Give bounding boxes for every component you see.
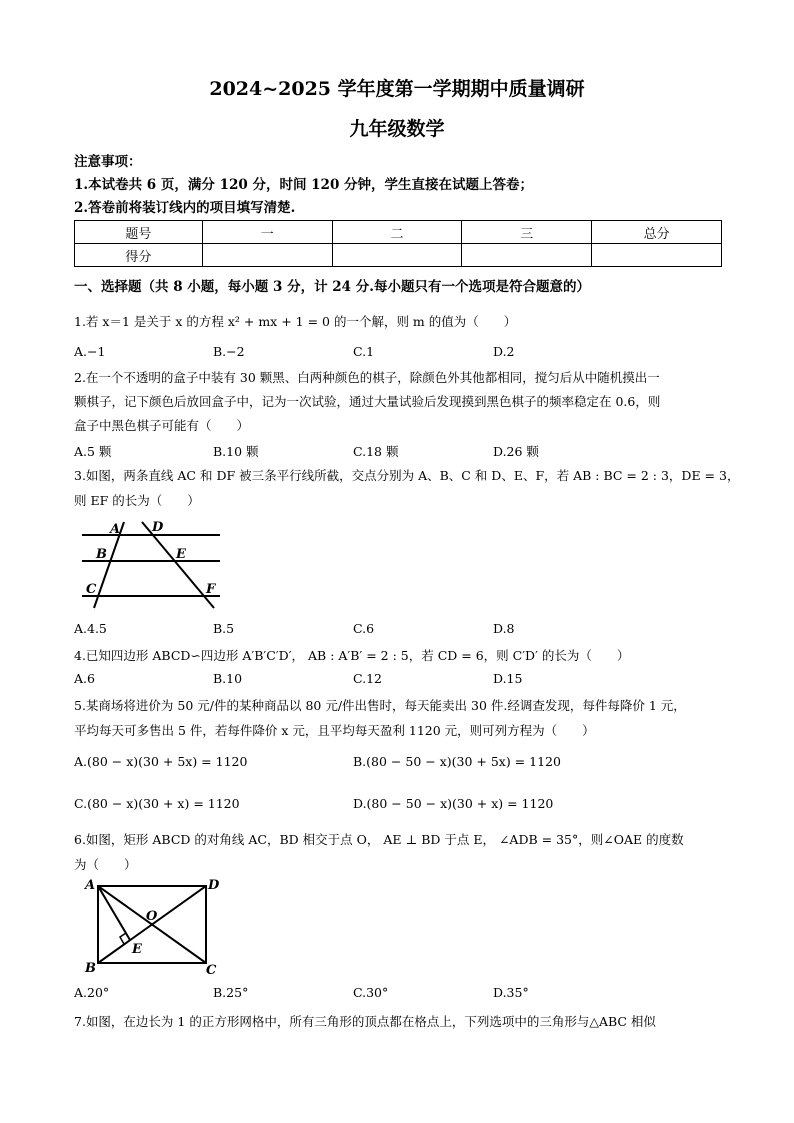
question-5-line-2: 平均每天可多售出 5 件，若每件降价 x 元，且平均每天盈利 1120 元，则可列方程为（ ） (74, 723, 595, 738)
q4-option-d: D.15 (493, 671, 523, 686)
section-1-heading: 一、选择题（共 8 小题，每小题 3 分，计 24 分.每小题只有一个选项是符合题意的） (74, 279, 590, 295)
label-a: A (85, 878, 96, 893)
label-e: E (132, 942, 142, 957)
score-input-cell[interactable] (462, 244, 592, 267)
q4-option-b: B.10 (213, 671, 243, 686)
q6-option-d: D.35° (493, 985, 529, 1000)
q6-option-c: C.30° (353, 985, 389, 1000)
q5-option-b: B.(80 − 50 − x)(30 + 5x) = 1120 (353, 754, 561, 769)
label-c: C (86, 582, 97, 597)
q5-option-d: D.(80 − 50 − x)(30 + x) = 1120 (353, 796, 554, 811)
q1-option-c: C.1 (353, 344, 375, 359)
q3-option-b: B.5 (213, 621, 235, 636)
right-angle-mark (120, 933, 126, 944)
q3-option-a: A.4.5 (74, 621, 107, 636)
question-3-line-2: 则 EF 的长为（ ） (74, 493, 200, 508)
exam-title: 2024~2025 学年度第一学期期中质量调研 (209, 78, 585, 100)
q1-option-a: A.−1 (74, 344, 106, 359)
question-3-line-1: 3.如图，两条直线 AC 和 DF 被三条平行线所截，交点分别为 A、B、C 和 D、E、F，若 AB : BC = 2 : 3，DE = 3， (74, 468, 740, 483)
notes-line-1: 1.本试卷共 6 页，满分 120 分，时间 120 分钟，学生直接在试题上答卷； (74, 177, 534, 193)
q3-parallel-lines-figure (80, 516, 240, 612)
q6-rectangle-figure (80, 876, 230, 978)
notes-line-2: 2.答卷前将装订线内的项目填写清楚. (74, 200, 296, 216)
q2-option-a: A.5 颗 (74, 444, 112, 459)
q6-option-b: B.25° (213, 985, 249, 1000)
exam-subtitle: 九年级数学 (349, 118, 445, 140)
score-input-cell[interactable] (592, 244, 722, 267)
score-input-cell[interactable] (202, 244, 332, 267)
score-table-score-row (75, 244, 722, 267)
q2-option-d: D.26 颗 (493, 444, 539, 459)
score-header-cell: 总分 (592, 221, 722, 244)
q3-option-d: D.8 (493, 621, 515, 636)
score-header-cell: 题号 (75, 221, 203, 244)
question-1: 1.若 x＝1 是关于 x 的方程 x² + mx + 1 = 0 的一个解，则 m 的值为（ ） (74, 314, 517, 329)
label-a: A (110, 522, 121, 537)
q5-option-c: C.(80 − x)(30 + x) = 1120 (74, 796, 240, 811)
score-table (74, 220, 722, 267)
question-5-line-1: 5.某商场将进价为 50 元/件的某种商品以 80 元/件出售时，每天能卖出 30 件.经调查发现，每件每降价 1 元， (74, 698, 686, 713)
question-2-line-3: 盒子中黑色棋子可能有（ ） (74, 418, 250, 433)
q3-option-c: C.6 (353, 621, 375, 636)
score-header-cell: 二 (332, 221, 462, 244)
question-6-line-1: 6.如图，矩形 ABCD 的对角线 AC，BD 相交于点 O， AE ⊥ BD 于点 E， ∠ADB = 35°，则∠OAE 的度数 (74, 832, 684, 847)
question-6-line-2: 为（ ） (74, 857, 137, 872)
notes-heading: 注意事项： (74, 154, 142, 170)
q4-option-c: C.12 (353, 671, 382, 686)
q6-option-a: A.20° (74, 985, 110, 1000)
label-c: C (206, 963, 217, 978)
q1-option-b: B.−2 (213, 344, 245, 359)
label-d: D (208, 878, 220, 893)
q4-option-a: A.6 (74, 671, 95, 686)
score-row-label: 得分 (75, 244, 203, 267)
question-2-line-2: 颗棋子，记下颜色后放回盒子中，记为一次试验，通过大量试验后发现摸到黑色棋子的频率稳定在 0.6，则 (74, 394, 661, 409)
label-b: B (96, 547, 107, 562)
score-table-header-row (75, 221, 722, 244)
score-header-cell: 一 (202, 221, 332, 244)
score-input-cell[interactable] (332, 244, 462, 267)
q2-option-c: C.18 颗 (353, 444, 399, 459)
label-e: E (176, 547, 186, 562)
q5-option-a: A.(80 − x)(30 + 5x) = 1120 (74, 754, 248, 769)
q1-option-d: D.2 (493, 344, 515, 359)
label-d: D (152, 520, 164, 535)
question-4: 4.已知四边形 ABCD∽四边形 A′B′C′D′， AB : A′B′ = 2 : 5，若 CD = 6，则 C′D′ 的长为（ ） (74, 648, 630, 663)
segment-ae (98, 886, 130, 940)
question-7: 7.如图，在边长为 1 的正方形网格中，所有三角形的顶点都在格点上，下列选项中的三角形与△ABC 相似 (74, 1014, 656, 1029)
label-f: F (206, 582, 216, 597)
score-header-cell: 三 (462, 221, 592, 244)
q2-option-b: B.10 颗 (213, 444, 259, 459)
label-o: O (146, 909, 158, 924)
label-b: B (85, 961, 96, 976)
question-2-line-1: 2.在一个不透明的盒子中装有 30 颗黑、白两种颜色的棋子，除颜色外其他都相同，搅匀后从中随机摸出一 (74, 370, 660, 385)
